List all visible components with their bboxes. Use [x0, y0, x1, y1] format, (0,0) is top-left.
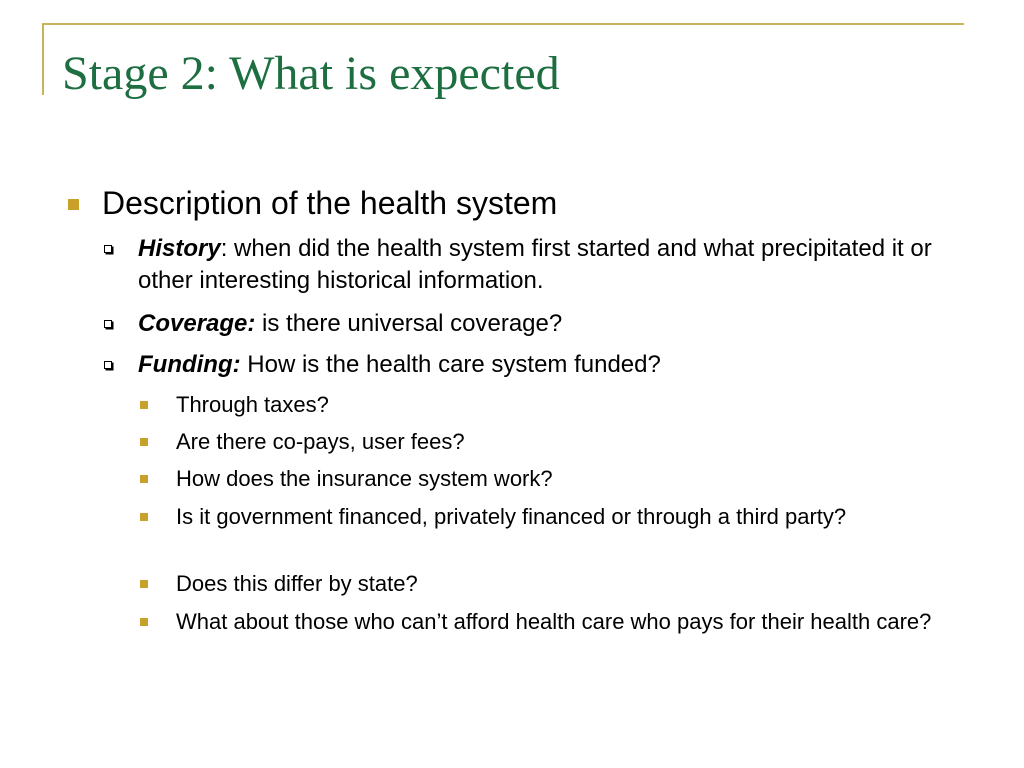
funding-question	[176, 502, 976, 531]
sub-bullet-term: History	[138, 235, 221, 262]
sub-bullet-text: : when did the health system first started and what precipitated it or other interesting historical information.	[138, 235, 932, 294]
funding-question-text: Are there co-pays, user fees?	[176, 429, 465, 454]
funding-question	[176, 607, 976, 636]
sub-bullet-funding	[138, 349, 968, 381]
funding-question-text: Through taxes?	[176, 392, 329, 417]
main-bullet-text: Description of the health system	[102, 185, 558, 221]
square-bullet-icon	[140, 513, 148, 521]
frame-left-border	[42, 23, 44, 95]
sub-bullet-history	[138, 233, 968, 297]
sub-bullet-text: is there universal coverage?	[255, 310, 563, 337]
square-bullet-icon	[140, 580, 148, 588]
funding-question	[176, 390, 976, 419]
funding-question-text: How does the insurance system work?	[176, 466, 553, 491]
funding-question-text: What about those who can’t afford health care who pays for their health care?	[176, 609, 932, 634]
main-bullet	[102, 182, 982, 224]
sub-bullet-term: Coverage:	[138, 310, 256, 337]
funding-question-text: Is it government financed, privately financed or through a third party?	[176, 504, 847, 529]
hollow-square-bullet-icon	[104, 361, 112, 369]
sub-bullet-term: Funding:	[138, 351, 241, 378]
hollow-square-bullet-icon	[104, 245, 112, 253]
square-bullet-icon	[140, 438, 148, 446]
sub-bullet-text: How is the health care system funded?	[240, 351, 661, 378]
frame-top-border	[42, 23, 964, 25]
sub-bullet-coverage	[138, 308, 968, 340]
funding-question	[176, 464, 976, 493]
funding-question	[176, 427, 976, 456]
square-bullet-icon	[140, 401, 148, 409]
square-bullet-icon	[68, 199, 79, 210]
slide-title: Stage 2: What is expected	[62, 47, 560, 100]
square-bullet-icon	[140, 475, 148, 483]
hollow-square-bullet-icon	[104, 320, 112, 328]
funding-question-text: Does this differ by state?	[176, 571, 418, 596]
funding-question	[176, 569, 976, 598]
square-bullet-icon	[140, 618, 148, 626]
